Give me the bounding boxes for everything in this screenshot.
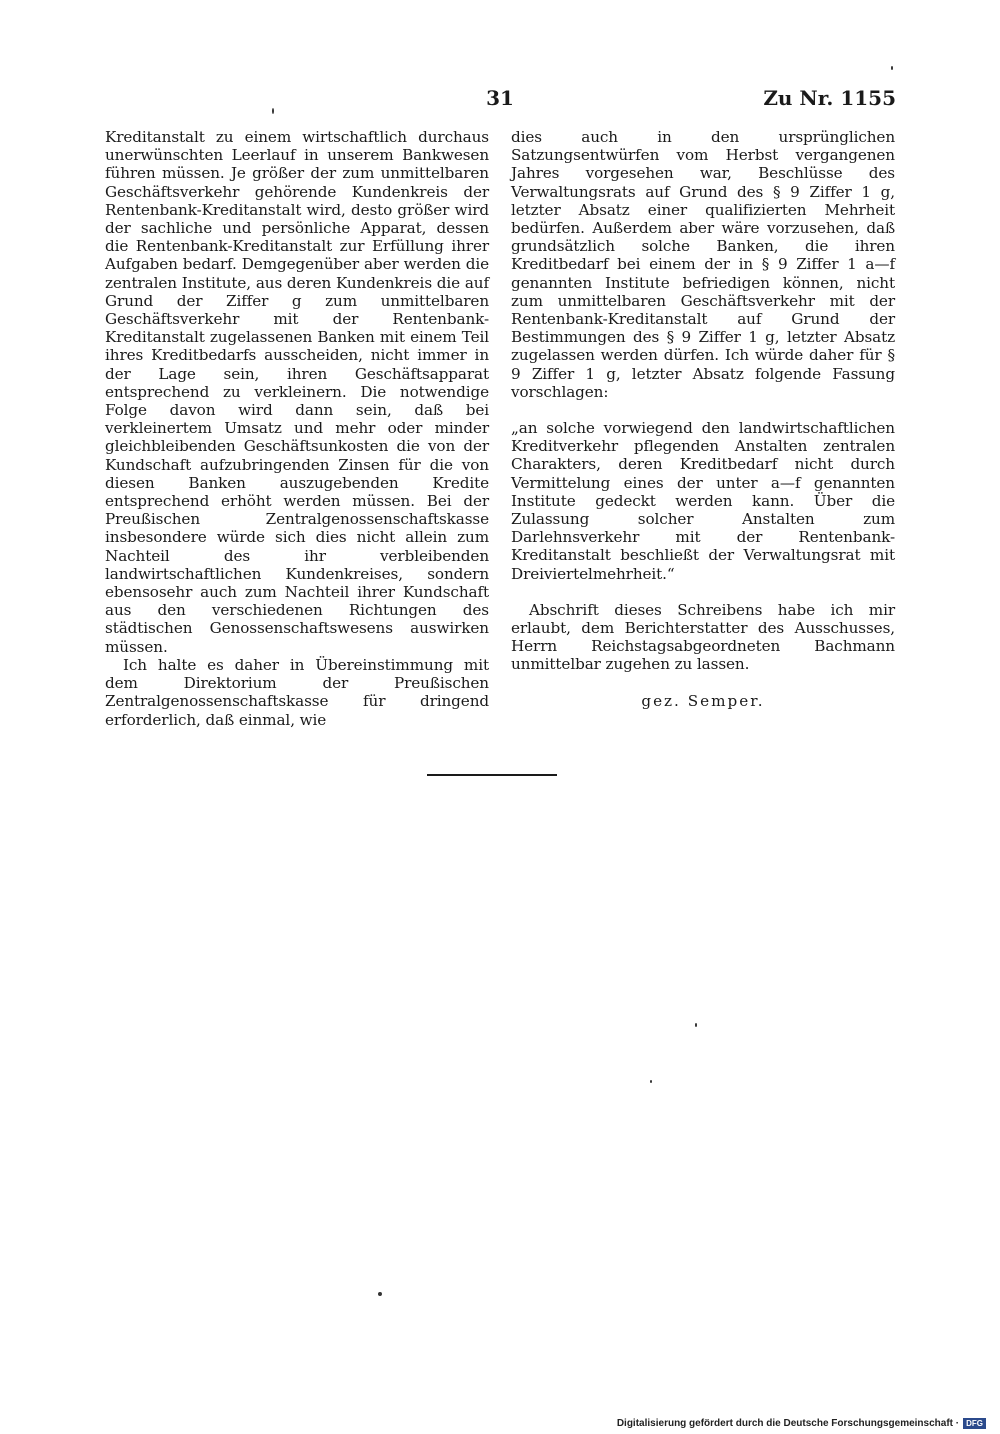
funding-credit-text: Digitalisierung gefördert durch die Deutsche Forschungsgemeinschaft ·	[616, 1418, 960, 1429]
right-paragraph-2: Abschrift dieses Schreibens habe ich mir erlaubt, dem Berichterstatter des Ausschusses, Herrn Reichstagsabgeordneten Bachmann unmittelbar zugehen zu lassen.	[511, 600, 895, 674]
proposed-wording-quote: „an solche vorwiegend den landwirtschaftlichen Kreditverkehr pflegenden Anstalten zentralen Charakters, deren Kreditbedarf nicht durch Vermittelung eines der unter a—f genannten Institute gedeckt werden kann. Über die Zulassung solcher Anstalten zum Darlehnsverkehr mit der Rentenbank-Kreditanstalt beschließt der Verwaltungsrat mit Dreiviertelmehrheit.“	[511, 419, 895, 583]
left-paragraph-1: Kreditanstalt zu einem wirtschaftlich durchaus unerwünschten Leerlauf in unserem Bankwesen führen müssen. Je größer der zum unmittelbaren Geschäftsverkehr gehörende Kundenkreis der Rentenbank-Kreditanstalt wird, desto größer wird der sachliche und persönliche Apparat, dessen die Rentenbank-Kreditanstalt zur Erfüllung ihrer Aufgaben bedarf. Demgegenüber aber werden die zentralen Institute, aus deren Kundenkreis die auf Grund der Ziffer g zum unmittelbaren Geschäftsverkehr mit der Rentenbank-Kreditanstalt zugelassenen Banken mit einem Teil ihres Kreditbedarfs ausscheiden, nicht immer in der Lage sein, ihren Geschäftsapparat entsprechend zu verkleinern. Die notwendige Folge davon wird dann sein, daß bei verkleinertem Umsatz und mehr oder minder gleichbleibenden Geschäftsunkosten die von der Kundschaft aufzubringenden Zinsen für die von diesen Banken auszugebenden Kredite entsprechend erhöht werden müssen. Bei der Preußischen Zentralgenossenschaftskasse insbesondere würde sich dies nicht allein zum Nachteil des ihr verbleibenden landwirtschaftlichen Kundenkreises, sondern ebensosehr auch zum Nachteil ihrer Kundschaft aus den verschiedenen Richtungen des städtischen Genossenschaftswesens auswirken müssen.	[105, 128, 489, 656]
right-paragraph-1: dies auch in den ursprünglichen Satzungsentwürfen vom Herbst vergangenen Jahres vorgesehen war, Beschlüsse des Verwaltungsrats auf Grund des § 9 Ziffer 1 g, letzter Absatz einer qualifizierten Mehrheit bedürfen. Außerdem aber wäre vorzusehen, daß grundsätzlich solche Banken, die ihren Kreditbedarf bei einem der in § 9 Ziffer 1 a—f genannten Institute befriedigen können, nicht zum unmittelbaren Geschäftsverkehr mit der Rentenbank-Kreditanstalt auf Grund der Bestimmungen des § 9 Ziffer 1 g, letzter Absatz zugelassen werden dürfen. Ich würde daher für § 9 Ziffer 1 g, letzter Absatz folgende Fassung vorschlagen:	[511, 128, 895, 401]
footer-credit	[617, 1418, 986, 1429]
section-divider	[427, 774, 557, 776]
left-paragraph-2: Ich halte es daher in Übereinstimmung mit dem Direktorium der Preußischen Zentralgenossenschaftskasse für dringend erforderlich, daß einmal, wie	[105, 655, 489, 729]
dfg-logo: DFG	[963, 1418, 986, 1429]
signature: gez. Semper.	[641, 691, 765, 710]
scan-speck	[695, 1023, 697, 1027]
left-column	[105, 128, 489, 729]
scan-speck	[272, 108, 274, 114]
right-column	[511, 128, 895, 710]
scan-speck	[891, 66, 893, 70]
document-reference: Zu Nr. 1155	[763, 86, 896, 110]
page-number: 31	[486, 86, 514, 110]
scan-speck	[378, 1292, 382, 1296]
scan-speck	[650, 1080, 652, 1083]
